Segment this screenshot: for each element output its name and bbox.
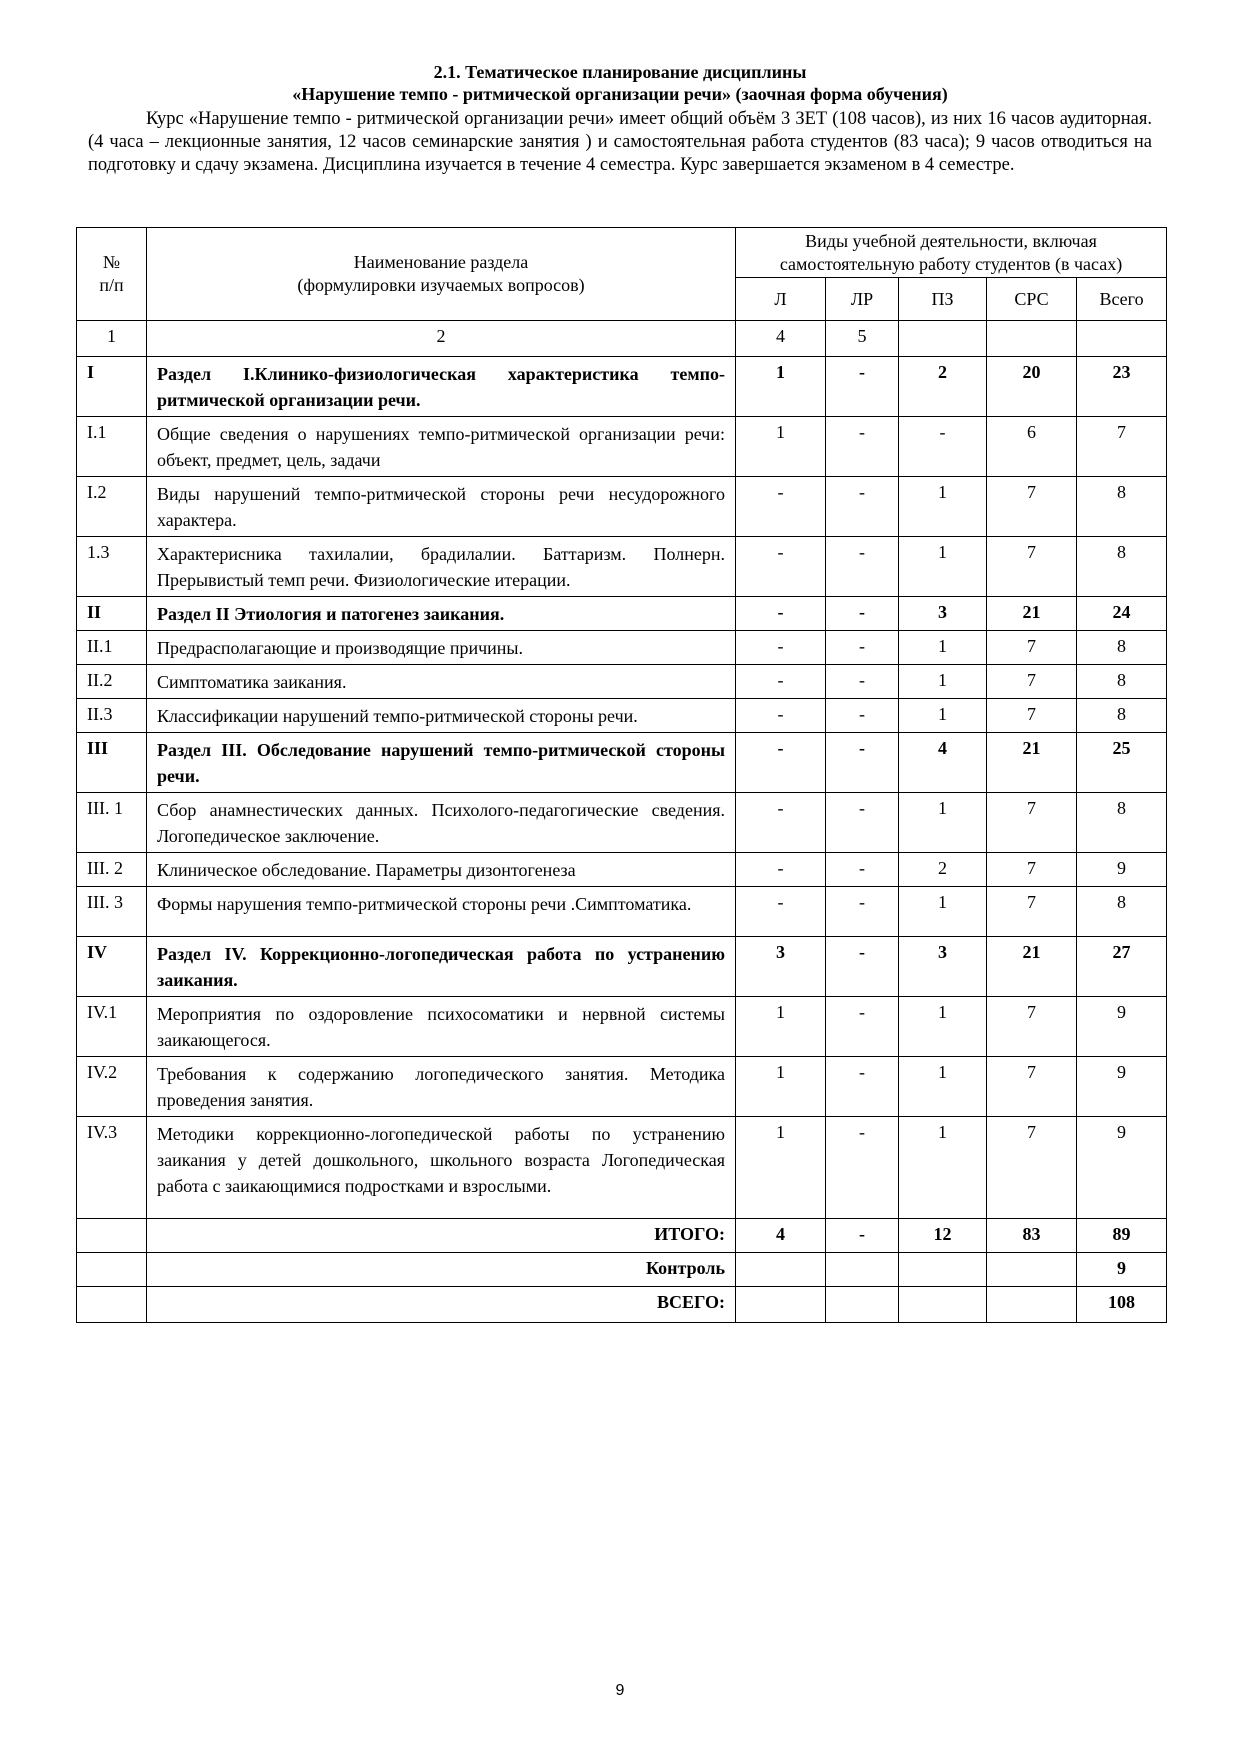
row-lr: -: [826, 997, 899, 1057]
row-srs: 21: [987, 597, 1077, 631]
vsego-srs: [987, 1287, 1077, 1323]
row-num: III. 2: [77, 853, 147, 887]
row-pz: 1: [899, 699, 987, 733]
itogo-srs: 83: [987, 1219, 1077, 1253]
numbering-cell: 5: [826, 321, 899, 357]
row-l: -: [736, 733, 826, 793]
header-name: [147, 228, 736, 321]
row-pz: 1: [899, 793, 987, 853]
row-pz: 3: [899, 937, 987, 997]
row-srs: 6: [987, 417, 1077, 477]
table-row: [77, 937, 1167, 997]
row-l: -: [736, 537, 826, 597]
intro-paragraph: [88, 108, 1152, 177]
vsego-total: 108: [1077, 1287, 1167, 1323]
row-num: I.2: [77, 477, 147, 537]
row-name: Раздел II Этиология и патогенез заикания.: [147, 597, 736, 631]
row-total: 8: [1077, 537, 1167, 597]
itogo-pz: 12: [899, 1219, 987, 1253]
row-lr: -: [826, 665, 899, 699]
row-lr: -: [826, 733, 899, 793]
row-srs: 7: [987, 477, 1077, 537]
row-l: -: [736, 597, 826, 631]
row-lr: -: [826, 357, 899, 417]
row-num: 1.3: [77, 537, 147, 597]
row-name: Раздел III. Обследование нарушений темпо-ритмической стороны речи.: [147, 733, 736, 793]
row-total: 9: [1077, 1057, 1167, 1117]
row-pz: 1: [899, 887, 987, 937]
row-total: 23: [1077, 357, 1167, 417]
table-row: [77, 733, 1167, 793]
table-row: [77, 537, 1167, 597]
row-srs: 7: [987, 631, 1077, 665]
vsego-row: [77, 1287, 1167, 1323]
row-name: Общие сведения о нарушениях темпо-ритмической организации речи: объект, предмет, цель, задачи: [147, 417, 736, 477]
row-pz: 1: [899, 537, 987, 597]
row-l: -: [736, 699, 826, 733]
itogo-total: 89: [1077, 1219, 1167, 1253]
row-name: Раздел IV. Коррекционно-логопедическая работа по устранению заикания.: [147, 937, 736, 997]
row-srs: 21: [987, 733, 1077, 793]
numbering-cell: 1: [77, 321, 147, 357]
row-name: Предрасполагающие и производящие причины.: [147, 631, 736, 665]
row-num: II.1: [77, 631, 147, 665]
row-lr: -: [826, 537, 899, 597]
row-name: Сбор анамнестических данных. Психолого-педагогические сведения. Логопедическое заключение.: [147, 793, 736, 853]
header-name-line1: Наименование раздела: [353, 252, 529, 272]
row-pz: 2: [899, 357, 987, 417]
row-num: IV.3: [77, 1117, 147, 1219]
numbering-cell: [1077, 321, 1167, 357]
row-l: -: [736, 793, 826, 853]
row-name: Клиническое обследование. Параметры дизонтогенеза: [147, 853, 736, 887]
row-lr: -: [826, 477, 899, 537]
row-srs: 7: [987, 853, 1077, 887]
row-total: 8: [1077, 699, 1167, 733]
row-l: 3: [736, 937, 826, 997]
row-num: III. 3: [77, 887, 147, 937]
row-l: -: [736, 887, 826, 937]
numbering-cell: 2: [147, 321, 736, 357]
kontrol-lr: [826, 1253, 899, 1287]
numbering-cell: [987, 321, 1077, 357]
row-total: 8: [1077, 793, 1167, 853]
vsego-lr: [826, 1287, 899, 1323]
row-total: 9: [1077, 1117, 1167, 1219]
table-row: [77, 477, 1167, 537]
row-srs: 7: [987, 1117, 1077, 1219]
row-srs: 7: [987, 665, 1077, 699]
row-srs: 7: [987, 887, 1077, 937]
row-srs: 21: [987, 937, 1077, 997]
itogo-l: 4: [736, 1219, 826, 1253]
row-total: 8: [1077, 477, 1167, 537]
row-l: -: [736, 477, 826, 537]
row-srs: 7: [987, 793, 1077, 853]
header-total: Всего: [1077, 278, 1167, 321]
row-pz: 1: [899, 631, 987, 665]
document-subtitle: «Нарушение темпо - ритмической организации речи» (заочная форма обучения): [292, 84, 948, 104]
row-pz: 1: [899, 477, 987, 537]
row-name: Мероприятия по оздоровление психосоматики и нервной системы заикающегося.: [147, 997, 736, 1057]
header-srs: СРС: [987, 278, 1077, 321]
itogo-empty: [77, 1219, 147, 1253]
row-total: 8: [1077, 665, 1167, 699]
row-l: -: [736, 631, 826, 665]
header-activity: Виды учебной деятельности, включая самостоятельную работу студентов (в часах): [736, 228, 1167, 278]
numbering-cell: 4: [736, 321, 826, 357]
numbering-cell: [899, 321, 987, 357]
kontrol-pz: [899, 1253, 987, 1287]
row-l: -: [736, 665, 826, 699]
row-name: Симптоматика заикания.: [147, 665, 736, 699]
row-name: Раздел I.Клинико-физиологическая характеристика темпо-ритмической организации речи.: [147, 357, 736, 417]
table-row: [77, 357, 1167, 417]
row-pz: 1: [899, 1117, 987, 1219]
row-total: 9: [1077, 997, 1167, 1057]
kontrol-label: Контроль: [147, 1253, 736, 1287]
row-pz: -: [899, 417, 987, 477]
row-total: 9: [1077, 853, 1167, 887]
row-total: 8: [1077, 631, 1167, 665]
table-row: [77, 793, 1167, 853]
row-lr: -: [826, 1057, 899, 1117]
row-pz: 3: [899, 597, 987, 631]
row-pz: 1: [899, 997, 987, 1057]
numbering-row: [77, 321, 1167, 357]
row-total: 24: [1077, 597, 1167, 631]
row-l: 1: [736, 357, 826, 417]
table-row: [77, 597, 1167, 631]
row-lr: -: [826, 853, 899, 887]
thematic-plan-table: [76, 227, 1167, 1323]
row-lr: -: [826, 887, 899, 937]
kontrol-srs: [987, 1253, 1077, 1287]
row-total: 8: [1077, 887, 1167, 937]
row-num: IV.1: [77, 997, 147, 1057]
table-row: [77, 1117, 1167, 1219]
kontrol-row: [77, 1253, 1167, 1287]
itogo-label: ИТОГО:: [147, 1219, 736, 1253]
row-lr: -: [826, 597, 899, 631]
row-lr: -: [826, 417, 899, 477]
intro-text: Курс «Нарушение темпо - ритмической организации речи» имеет общий объём 3 ЗЕТ (108 часов), из них 16 часов аудиторная. (4 часа – лекционные занятия, 12 часов семинарские занятия ) и самостоятельная работа студентов (83 часа); 9 часов отводиться на подготовку и сдачу экзамена. Дисциплина изучается в течение 4 семестра. Курс завершается экзаменом в 4 семестре.: [88, 109, 1152, 175]
table-row: [77, 631, 1167, 665]
row-num: II.3: [77, 699, 147, 733]
header-num: № п/п: [77, 228, 147, 321]
row-total: 27: [1077, 937, 1167, 997]
row-srs: 7: [987, 997, 1077, 1057]
row-lr: -: [826, 631, 899, 665]
row-lr: -: [826, 1117, 899, 1219]
vsego-l: [736, 1287, 826, 1323]
row-num: II.2: [77, 665, 147, 699]
row-num: I.1: [77, 417, 147, 477]
row-name: Классификации нарушений темпо-ритмической стороны речи.: [147, 699, 736, 733]
row-srs: 7: [987, 699, 1077, 733]
header-l: Л: [736, 278, 826, 321]
row-pz: 1: [899, 665, 987, 699]
row-name: Методики коррекционно-логопедической работы по устранению заикания у детей дошкольного, школьного возраста Логопедическая работа с заикающимися подростками и взрослыми.: [147, 1117, 736, 1219]
row-num: IV.2: [77, 1057, 147, 1117]
row-l: -: [736, 853, 826, 887]
vsego-label: ВСЕГО:: [147, 1287, 736, 1323]
row-l: 1: [736, 1117, 826, 1219]
row-num: III: [77, 733, 147, 793]
page-number: 9: [615, 1682, 625, 1699]
kontrol-l: [736, 1253, 826, 1287]
row-pz: 2: [899, 853, 987, 887]
vsego-pz: [899, 1287, 987, 1323]
row-lr: -: [826, 793, 899, 853]
itogo-lr: -: [826, 1219, 899, 1253]
row-num: II: [77, 597, 147, 631]
itogo-row: [77, 1219, 1167, 1253]
row-l: 1: [736, 997, 826, 1057]
row-srs: 20: [987, 357, 1077, 417]
table-row: [77, 665, 1167, 699]
row-total: 25: [1077, 733, 1167, 793]
row-name: Формы нарушения темпо-ритмической стороны речи .Симптоматика.: [147, 887, 736, 937]
row-name: Виды нарушений темпо-ритмической стороны речи несудорожного характера.: [147, 477, 736, 537]
header-name-line2: (формулировки изучаемых вопросов): [297, 275, 585, 295]
row-srs: 7: [987, 1057, 1077, 1117]
document-title: 2.1. Тематическое планирование дисциплины: [433, 62, 807, 82]
row-l: 1: [736, 417, 826, 477]
row-srs: 7: [987, 537, 1077, 597]
kontrol-total: 9: [1077, 1253, 1167, 1287]
table-row: [77, 417, 1167, 477]
row-name: Требования к содержанию логопедического занятия. Методика проведения занятия.: [147, 1057, 736, 1117]
row-pz: 4: [899, 733, 987, 793]
row-num: III. 1: [77, 793, 147, 853]
table-row: [77, 1057, 1167, 1117]
row-num: I: [77, 357, 147, 417]
table-row: [77, 853, 1167, 887]
header-lr: ЛР: [826, 278, 899, 321]
table-row: [77, 997, 1167, 1057]
table-row: [77, 699, 1167, 733]
table-row: [77, 887, 1167, 937]
kontrol-empty: [77, 1253, 147, 1287]
row-lr: -: [826, 699, 899, 733]
row-total: 7: [1077, 417, 1167, 477]
row-num: IV: [77, 937, 147, 997]
row-pz: 1: [899, 1057, 987, 1117]
header-pz: ПЗ: [899, 278, 987, 321]
row-lr: -: [826, 937, 899, 997]
row-l: 1: [736, 1057, 826, 1117]
vsego-empty: [77, 1287, 147, 1323]
row-name: Характерисника тахилалии, брадилалии. Баттаризм. Полнерн. Прерывистый темп речи. Физиологические итерации.: [147, 537, 736, 597]
